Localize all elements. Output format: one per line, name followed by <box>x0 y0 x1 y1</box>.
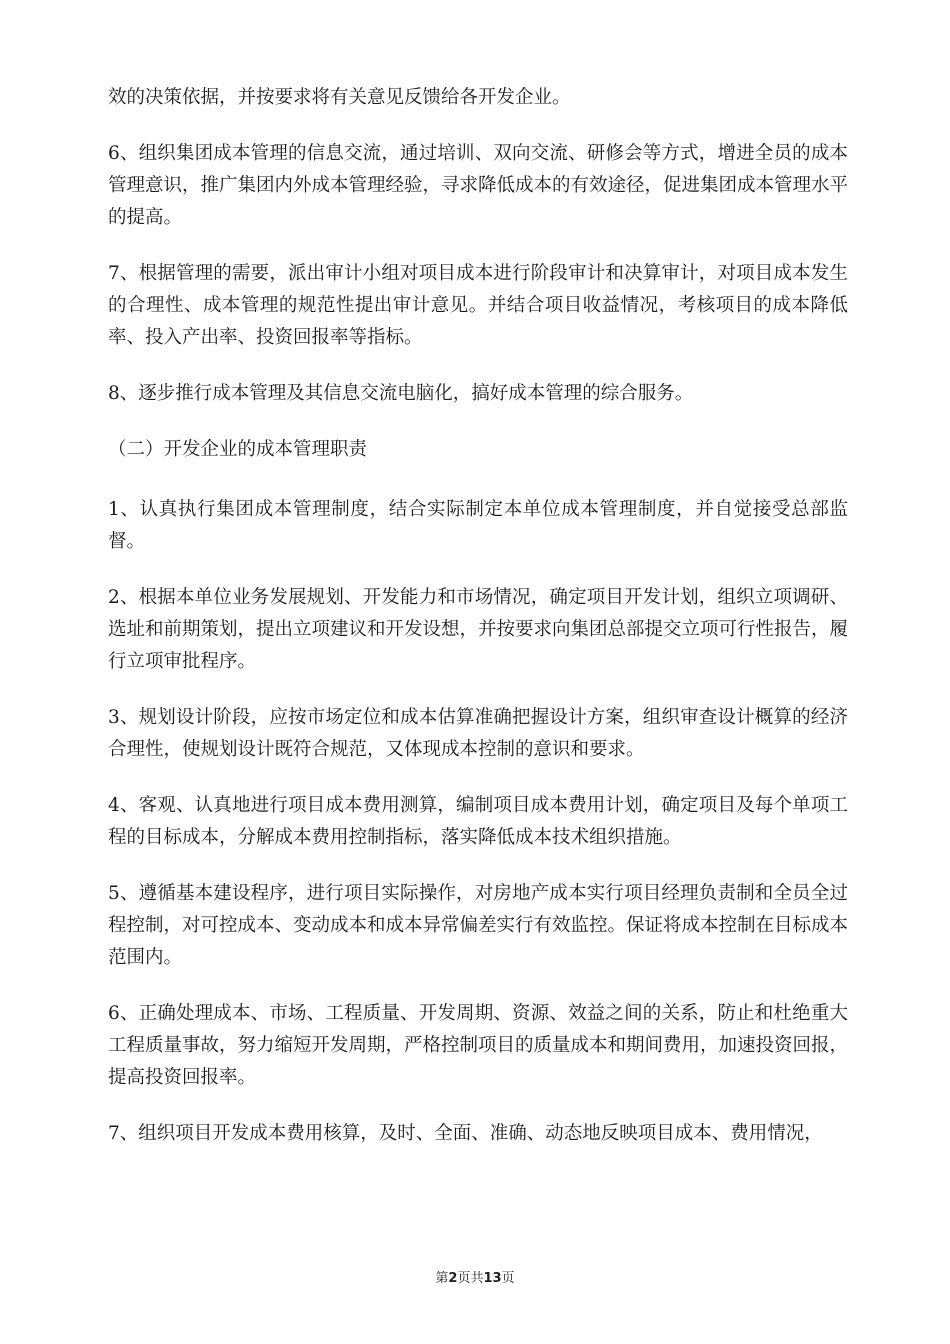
paragraph-item-7: 7、组织项目开发成本费用核算，及时、全面、准确、动态地反映项目成本、费用情况， <box>108 1123 823 1144</box>
footer-middle: 页共 <box>457 1271 484 1286</box>
section-heading: （二）开发企业的成本管理职责 <box>108 439 368 460</box>
paragraph-continuation: 效的决策依据，并按要求将有关意见反馈给各开发企业。 <box>108 87 571 108</box>
paragraph-item-6-group: 6、组织集团成本管理的信息交流，通过培训、双向交流、研修会等方式，增进全员的成本管理意识，推广集团内外成本管理经验，寻求降低成本的有效途径，促进集团成本管理水平的提高。 <box>108 143 849 228</box>
paragraph-item-1: 1、认真执行集团成本管理制度，结合实际制定本单位成本管理制度，并自觉接受总部监督。 <box>108 499 848 552</box>
paragraph-item-6: 6、正确处理成本、市场、工程质量、开发周期、资源、效益之间的关系，防止和杜绝重大工程质量事故，努力缩短开发周期，严格控制项目的质量成本和期间费用，加速投资回报，提高投资回报率。 <box>108 1003 849 1088</box>
document-body <box>108 82 848 1174</box>
paragraph-item-7-group: 7、根据管理的需要，派出审计小组对项目成本进行阶段审计和决算审计，对项目成本发生的合理性、成本管理的规范性提出审计意见。并结合项目收益情况，考核项目的成本降低率、投入产出率、投资回报率等指标。 <box>108 263 848 348</box>
paragraph-item-5: 5、遵循基本建设程序，进行项目实际操作，对房地产成本实行项目经理负责制和全员全过程控制，对可控成本、变动成本和成本异常偏差实行有效监控。保证将成本控制在目标成本范围内。 <box>108 883 849 968</box>
total-pages-number: 13 <box>483 1271 502 1286</box>
current-page-number: 2 <box>448 1271 458 1286</box>
paragraph-item-8-group: 8、逐步推行成本管理及其信息交流电脑化，搞好成本管理的综合服务。 <box>108 383 694 404</box>
paragraph-item-3: 3、规划设计阶段，应按市场定位和成本估算准确把握设计方案，组织审查设计概算的经济合理性，使规划设计既符合规范，又体现成本控制的意识和要求。 <box>108 707 848 760</box>
paragraph-item-4: 4、客观、认真地进行项目成本费用测算，编制项目成本费用计划，确定项目及每个单项工程的目标成本，分解成本费用控制指标，落实降低成本技术组织措施。 <box>108 795 848 848</box>
page-footer <box>0 1267 950 1286</box>
footer-suffix: 页 <box>501 1271 515 1286</box>
paragraph-item-2: 2、根据本单位业务发展规划、开发能力和市场情况，确定项目开发计划，组织立项调研、选址和前期策划，提出立项建议和开发设想，并按要求向集团总部提交立项可行性报告，履行立项审批程序。 <box>108 587 849 672</box>
footer-prefix: 第 <box>435 1271 449 1286</box>
